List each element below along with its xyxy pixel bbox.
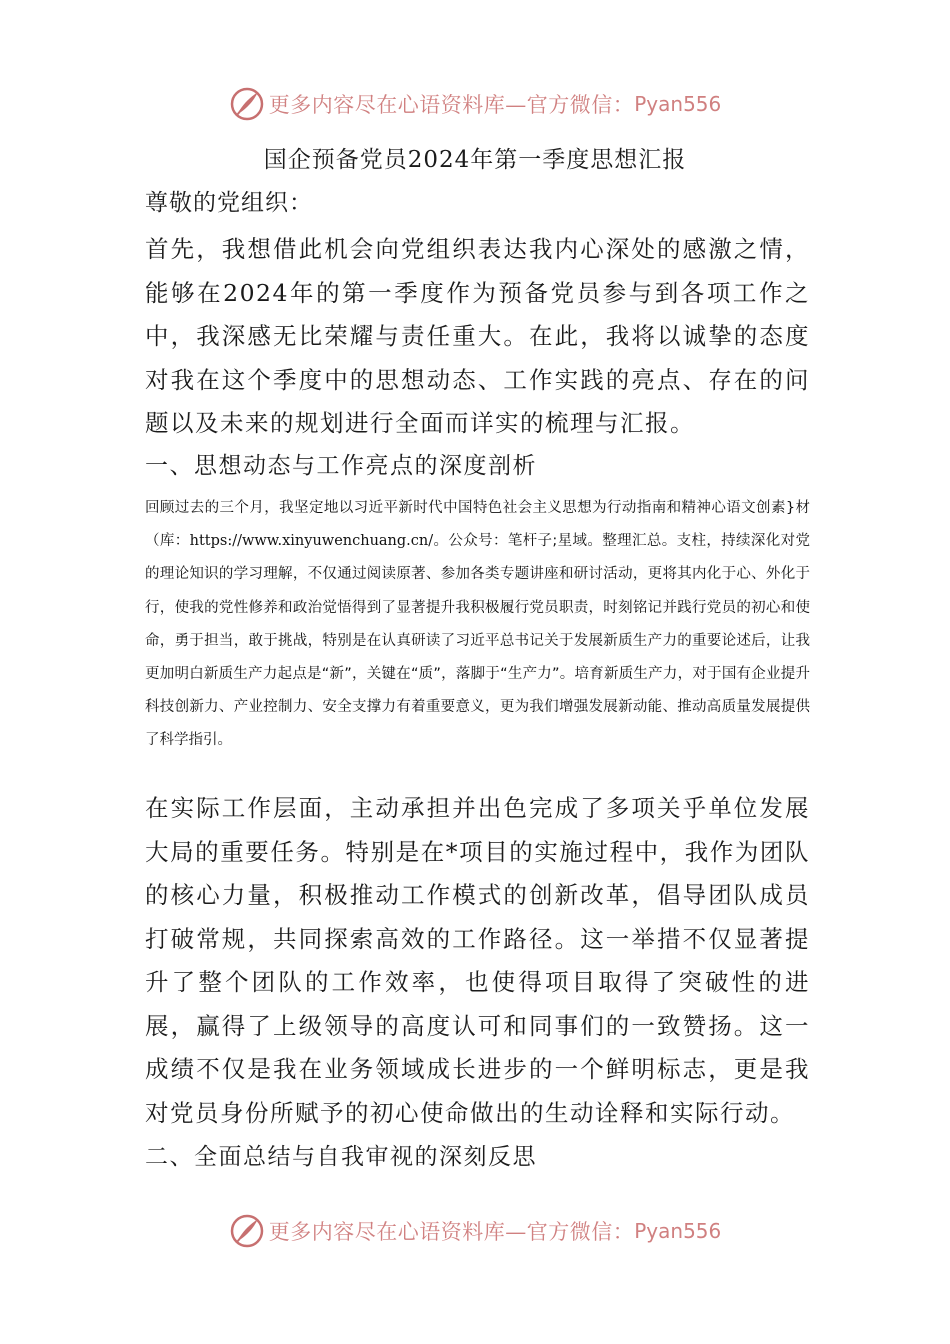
section1-text-part1: 回顾过去的三个月，我坚定地以习近平新时代中国特色社会主义思想为行动指南和精神心语文创素}材（库： — [145, 500, 810, 550]
section-heading-1: 一、思想动态与工作亮点的深度剖析 — [145, 453, 537, 479]
salutation: 尊敬的党组织： — [145, 190, 313, 216]
footer-banner — [0, 1211, 950, 1251]
section-heading-2: 二、全面总结与自我审视的深刻反思 — [145, 1144, 537, 1170]
banner-wechat-id: Pyan556 — [634, 92, 722, 116]
section1-paragraph — [145, 492, 810, 758]
banner-text: 更多内容尽在心语资料库—官方微信： — [268, 93, 635, 117]
intro-paragraph: 首先，我想借此机会向党组织表达我内心深处的感激之情，能够在2024年的第一季度作为预备党员参与到各项工作之中，我深感无比荣耀与责任重大。在此，我将以诚挚的态度对我在这个季度中的思想动态、工作实践的亮点、存在的问题以及未来的规划进行全面而详实的梳理与汇报。 — [145, 235, 810, 437]
quill-logo-icon — [229, 1213, 265, 1249]
banner-text: 更多内容尽在心语资料库—官方微信： — [268, 1220, 635, 1244]
practice-paragraph: 在实际工作层面，主动承担并出色完成了多项关乎单位发展大局的重要任务。特别是在*项目的实施过程中，我作为团队的核心力量，积极推动工作模式的创新改革，倡导团队成员打破常规，共同探索高效的工作路径。这一举措不仅显著提升了整个团队的工作效率，也使得项目取得了突破性的进展，赢得了上级领导的高度认可和同事们的一致赞扬。这一成绩不仅是我在业务领域成长进步的一个鲜明标志，更是我对党员身份所赋予的初心使命做出的生动诠释和实际行动。 — [145, 794, 810, 1127]
header-banner — [0, 84, 950, 124]
section1-text-part2: 。公众号：笔杆子;星域。整理汇总。支柱，持续深化对党的理论知识的学习理解，不仅通过阅读原著、参加各类专题讲座和研讨活动，更将其内化于心、外化于行，使我的党性修养和政治觉悟得到了显著提升我积极履行党员职责，时刻铭记并践行党员的初心和使命，勇于担当，敢于挑战，特别是在认真研读了习近平总书记关于发展新质生产力的重要论述后，让我更加明白新质生产力起点是“新”，关键在“质”，落脚于“生产力”。培育新质生产力，对于国有企业提升科技创新力、产业控制力、安全支撑力有着重要意义，更为我们增强发展新动能、推动高质量发展提供了科学指引。 — [145, 533, 811, 749]
source-url-link[interactable]: https://www.xinyuwenchuang.cn/ — [189, 533, 434, 550]
banner-wechat-id: Pyan556 — [634, 1219, 722, 1243]
quill-logo-icon — [229, 86, 265, 122]
document-title: 国企预备党员2024年第一季度思想汇报 — [263, 147, 687, 173]
